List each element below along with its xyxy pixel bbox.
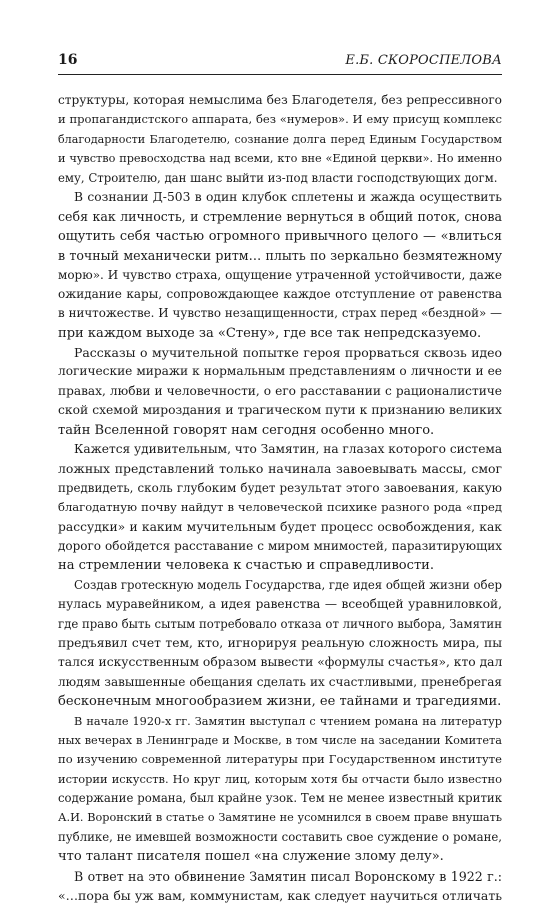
text-line: публике, не имевшей возможности составить свое суждение о романе, (58, 829, 502, 844)
text-line: структуры, которая немыслима без Благодетеля, без репрессивного (58, 93, 502, 107)
running-header (58, 48, 502, 75)
paragraph-first-line: В начале 1920-х гг. Замятин выступал с чтением романа на литератур (74, 714, 502, 728)
text-line: логические миражи к нормальным представлениям о личности и ее (58, 364, 502, 379)
text-line: людям завышенные обещания сделать их счастливыми, пренебрегая (58, 674, 502, 689)
text-line: правах, любви и человечности, о его расставании с рационалистиче (58, 383, 502, 398)
text-line: бесконечным многообразием жизни, ее тайнами и трагедиями. (58, 694, 502, 710)
text-line: ожидание кары, сопровождающее каждое отступление от равенства (58, 286, 502, 301)
paragraph-first-line: Создав гротескную модель Государства, где идея общей жизни обер (74, 577, 502, 592)
book-page (58, 48, 502, 905)
text-line: предвидеть, сколь глубоким будет результат этого завоевания, какую (58, 480, 502, 495)
paragraph-first-line: Кажется удивительным, что Замятин, на глазах которого система (74, 442, 503, 457)
text-line: истории искусств. Но круг лиц, которым хотя бы отчасти было известно (58, 771, 502, 786)
text-line: что талант писателя пошел «на служение злому делу». (58, 849, 444, 865)
body-text (58, 91, 502, 905)
text-line: тайн Вселенной говорят нам сегодня особенно много. (58, 422, 435, 438)
text-line: предъявил счет тем, кто, игнорируя реальную сложность мира, пы (58, 635, 502, 650)
text-line: рассудки» и каким мучительным будет процесс освобождения, как (58, 519, 502, 534)
page-number: 16 (58, 52, 78, 68)
text-line: тался искусственным образом вывести «формулы счастья», кто дал (58, 655, 503, 670)
text-line: «…пора бы уж вам, коммунистам, как следует научиться отличать (58, 888, 502, 904)
text-line: где право быть сытым потребовало отказа от личного выбора, Замятин (58, 616, 502, 631)
text-line: ему, Строителю, дан шанс выйти из-под власти господствующих догм. (58, 170, 498, 185)
text-line: благодатную почву найдут в человеческой психике разного рода «пред (58, 500, 502, 515)
text-line: и чувство превосходства над всеми, кто вне «Единой церкви». Но именно (58, 152, 502, 166)
text-line: по изучению современной литературы при Государственном институте (58, 752, 502, 767)
text-line: А.И. Воронский в статье о Замятине не усомнился в своем праве внушать (58, 811, 502, 825)
text-line: ложных представлений только начинала завоевывать массы, смог (58, 461, 502, 477)
text-line: благодарности Благодетелю, сознание долга перед Единым Государством (58, 132, 502, 146)
text-line: и пропагандистского аппарата, без «нумеров». И ему присущ комплекс (58, 112, 502, 127)
paragraph-first-line: В сознании Д-503 в один клубок сплетены и жажда осуществить (74, 189, 502, 204)
text-line: нулась муравейником, а идея равенства — всеобщей уравниловкой, (58, 597, 502, 612)
paragraph-first-line: Рассказы о мучительной попытке героя прорваться сквозь идео (74, 345, 502, 361)
text-line: в ничтожестве. И чувство незащищенности, страх перед «бездной» — (58, 306, 502, 321)
text-line: содержание романа, был крайне узок. Тем не менее известный критик (58, 791, 502, 806)
text-line: ощутить себя частью огромного привычного целого — «влиться (58, 228, 502, 244)
running-title: Е.Б. СКОРОСПЕЛОВА (345, 53, 502, 68)
text-line: при каждом выходе за «Стену», где все так непредсказуемо. (58, 325, 482, 341)
text-line: себя как личность, и стремление вернуться в общий поток, снова (58, 209, 502, 225)
text-line: на стремлении человека к счастью и справедливости. (58, 558, 435, 574)
text-line: ных вечерах в Ленинграде и Москве, в том числе на заседании Комитета (58, 733, 502, 747)
text-line: дорого обойдется расставание с миром мнимостей, паразитирующих (58, 538, 502, 553)
paragraph-first-line: В ответ на это обвинение Замятин писал Воронскому в 1922 г.: (74, 868, 502, 884)
text-line: в точный механически ритм… плыть по зеркально безмятежному (58, 248, 502, 264)
text-line: ской схемой мироздания и трагическом пути к признанию великих (58, 403, 502, 418)
text-line: морю». И чувство страха, ощущение утраченной устойчивости, даже (58, 267, 502, 282)
